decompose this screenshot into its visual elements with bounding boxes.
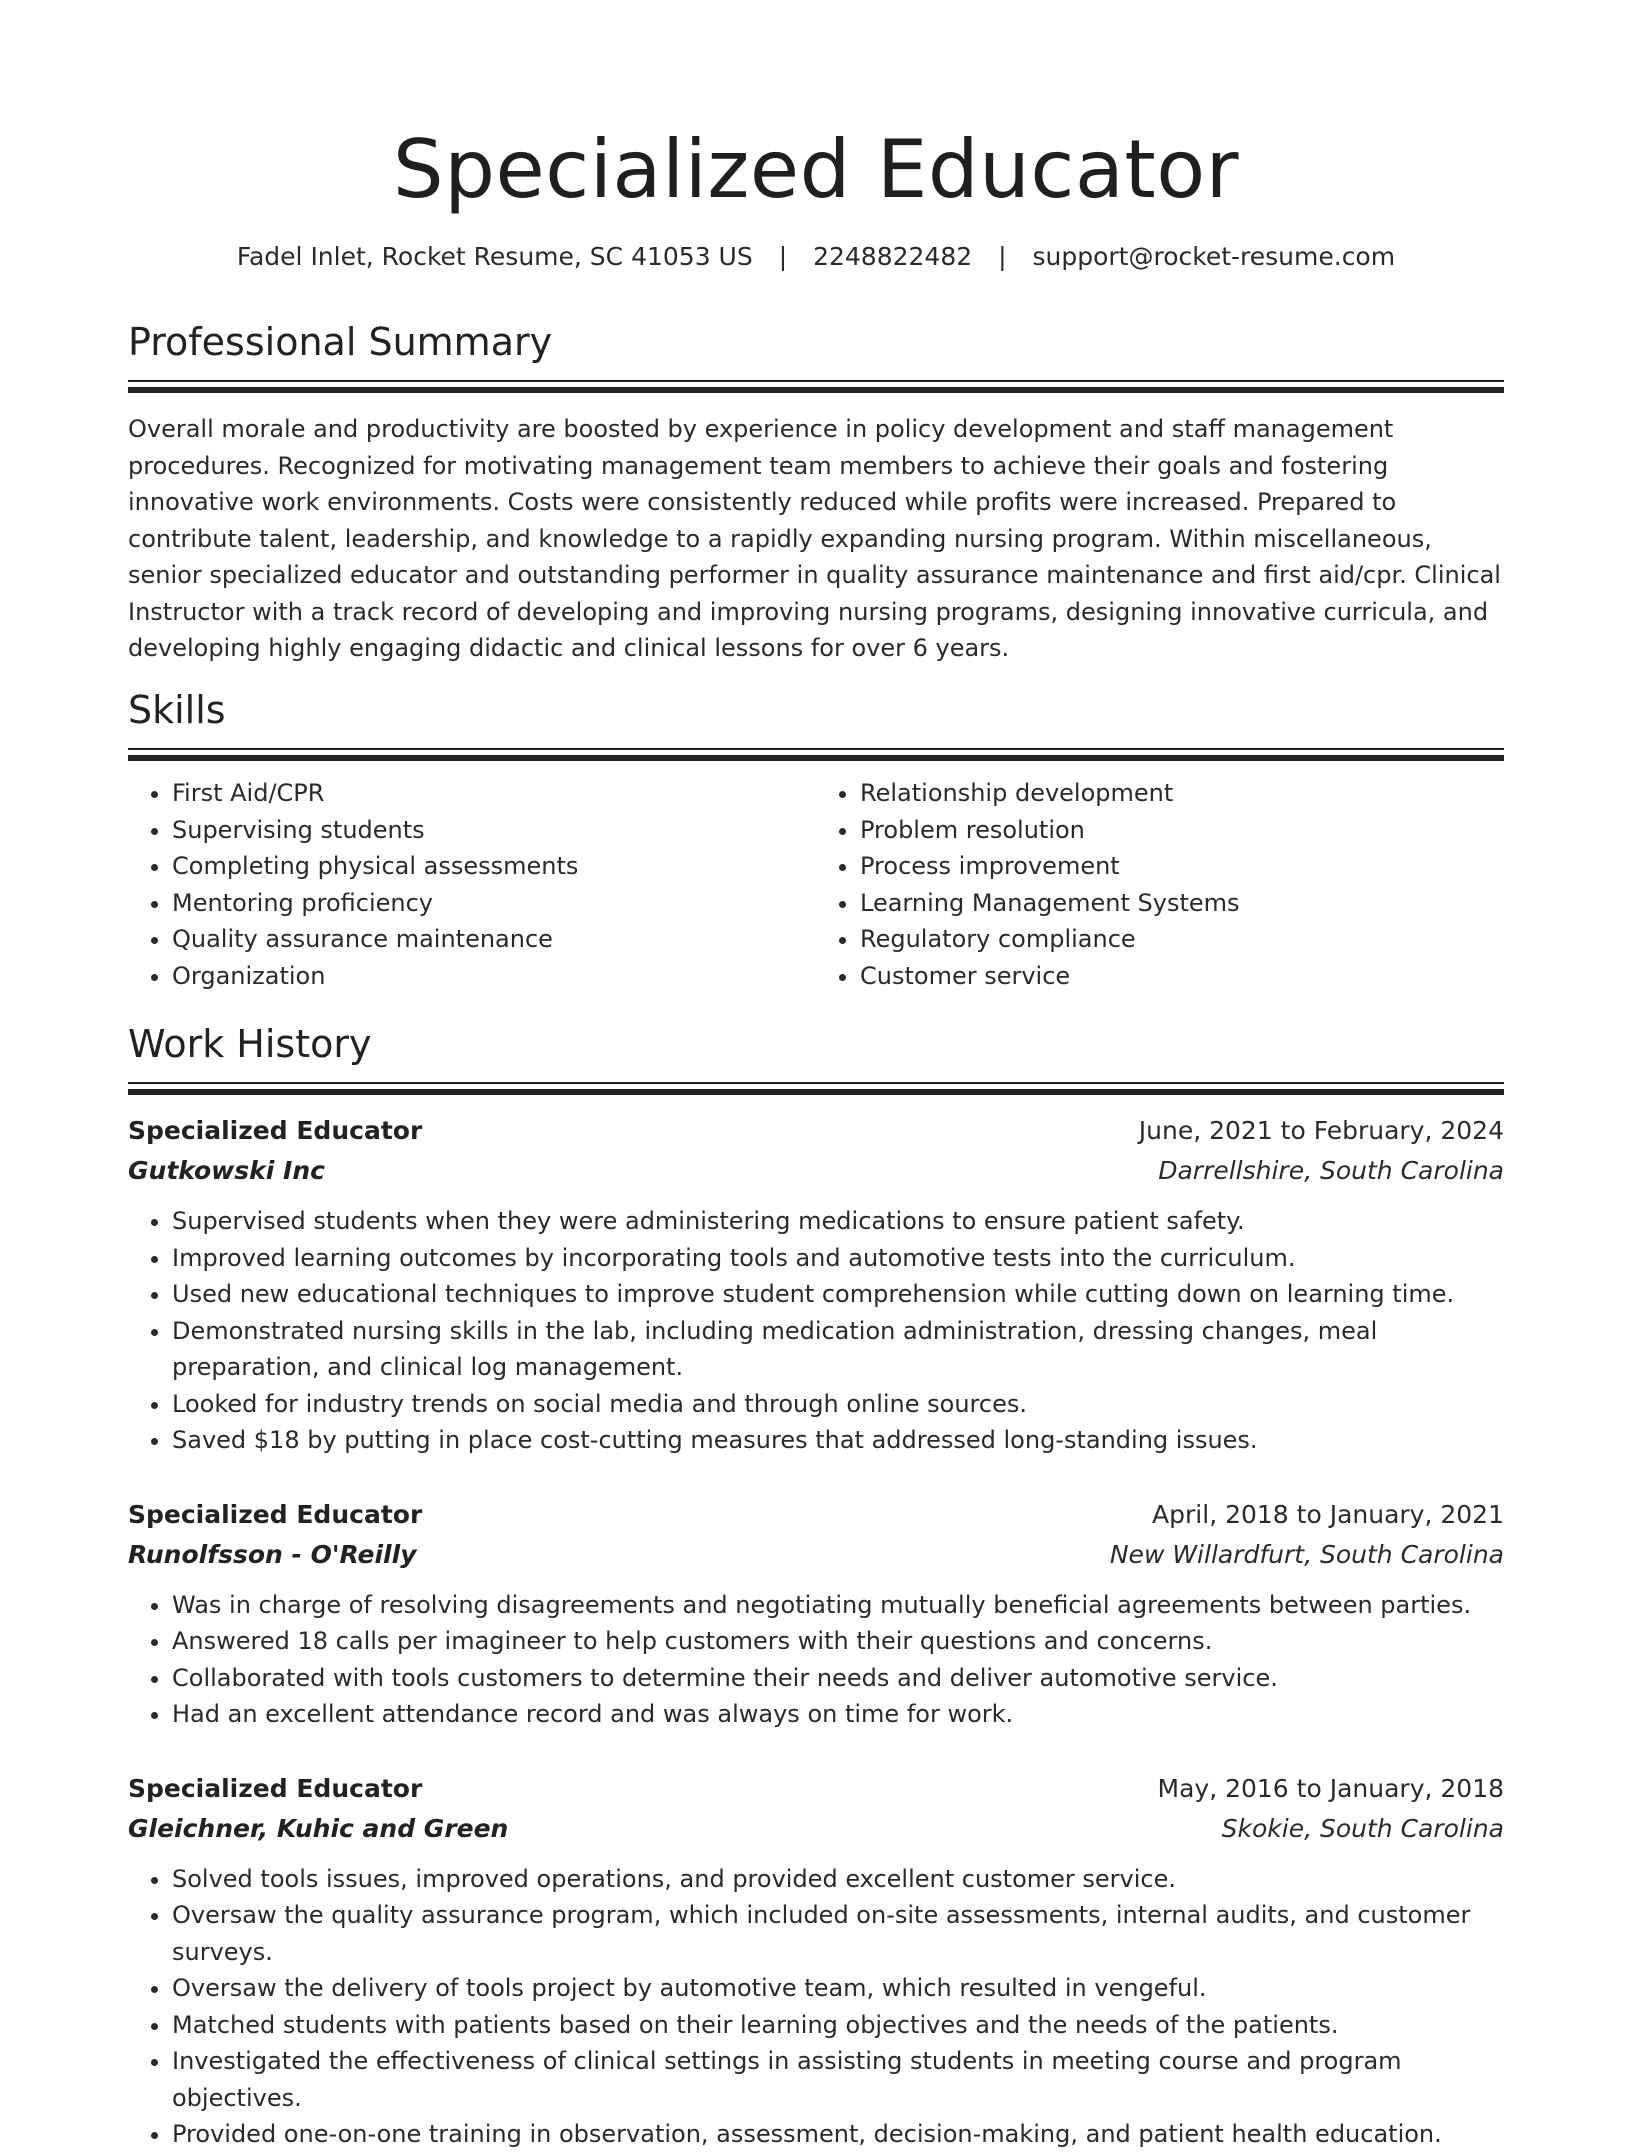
job-dates: June, 2021 to February, 2024 (1138, 1116, 1504, 1145)
skills-section (128, 686, 1504, 994)
skill-item: • Supervising students (172, 812, 816, 849)
skill-item: • Learning Management Systems (860, 885, 1504, 922)
contact-address: Fadel Inlet, Rocket Resume, SC 41053 US (236, 242, 753, 271)
skills-list-right (816, 775, 1504, 994)
contact-email: support@rocket-resume.com (1032, 242, 1396, 271)
job-location: New Willardfurt, South Carolina (1109, 1539, 1504, 1569)
job-location: Darrellshire, South Carolina (1158, 1156, 1504, 1185)
skill-item: • Customer service (860, 958, 1504, 995)
section-divider-thick (128, 755, 1504, 761)
skill-item: • Quality assurance maintenance (172, 921, 816, 958)
skill-item: • Organization (172, 958, 816, 995)
job-bullet: • Demonstrated nursing skills in the lab, including medication administration, dressing changes, meal preparation, and clinical log management. (172, 1313, 1504, 1386)
job-bullet: • Was in charge of resolving disagreements and negotiating mutually beneficial agreements between parties. (172, 1587, 1504, 1624)
job-entry (128, 1769, 1504, 2153)
professional-summary-section (128, 318, 1504, 667)
job-bullet: • Solved tools issues, improved operations, and provided excellent customer service. (172, 1861, 1504, 1898)
skill-item: • Mentoring proficiency (172, 885, 816, 922)
job-bullet: • Oversaw the quality assurance program, which included on-site assessments, internal audits, and customer surveys. (172, 1897, 1504, 1970)
job-title: Specialized Educator (128, 1773, 423, 1803)
job-bullet-list (128, 1861, 1504, 2153)
job-dates: May, 2016 to January, 2018 (1157, 1773, 1504, 1803)
job-bullet: • Answered 18 calls per imagineer to help customers with their questions and concerns. (172, 1623, 1504, 1660)
skill-item: • Relationship development (860, 775, 1504, 812)
section-title-summary: Professional Summary (128, 320, 553, 364)
job-bullet: • Supervised students when they were administering medications to ensure patient safety. (172, 1203, 1504, 1240)
job-company: Gleichner, Kuhic and Green (128, 1813, 509, 1843)
section-divider-thick (128, 387, 1504, 393)
job-title: Specialized Educator (128, 1116, 423, 1145)
job-bullet: • Had an excellent attendance record and was always on time for work. (172, 1696, 1504, 1733)
skill-item: • First Aid/CPR (172, 775, 816, 812)
job-bullet: • Used new educational techniques to improve student comprehension while cutting down on learning time. (172, 1276, 1504, 1313)
job-bullet: • Improved learning outcomes by incorporating tools and automotive tests into the curriculum. (172, 1240, 1504, 1277)
work-history-section (128, 1020, 1504, 2153)
skills-list-left (128, 775, 816, 994)
section-title-work-history: Work History (128, 1022, 372, 1066)
job-bullet: • Matched students with patients based on their learning objectives and the needs of the patients. (172, 2007, 1504, 2044)
job-entry (128, 1111, 1504, 1459)
job-title: Specialized Educator (128, 1499, 423, 1529)
job-bullet: • Provided one-on-one training in observation, assessment, decision-making, and patient health education. (172, 2116, 1504, 2153)
contact-line (128, 240, 1504, 274)
job-bullet: • Looked for industry trends on social media and through online sources. (172, 1386, 1504, 1423)
contact-phone: 2248822482 (813, 242, 973, 271)
skills-columns (128, 775, 1504, 994)
job-location: Skokie, South Carolina (1221, 1813, 1504, 1843)
section-divider-thin (128, 748, 1504, 750)
job-entry (128, 1495, 1504, 1733)
section-divider-thin (128, 1082, 1504, 1084)
section-divider-thin (128, 380, 1504, 382)
summary-text: Overall morale and productivity are boosted by experience in policy development and staff management procedures. Recognized for motivating management team members to achieve their goals and fostering innovative work environments. Costs were consistently reduced while profits were increased. Prepared to contribute talent, leadership, and knowledge to a rapidly expanding nursing program. Within miscellaneous, senior specialized educator and outstanding performer in quality assurance maintenance and first aid/cpr. Clinical Instructor with a track record of developing and improving nursing programs, designing innovative curricula, and developing highly engaging didactic and clinical lessons for over 6 years. (128, 415, 1501, 662)
job-bullet: • Oversaw the delivery of tools project by automotive team, which resulted in vengeful. (172, 1970, 1504, 2007)
skill-item: • Completing physical assessments (172, 848, 816, 885)
section-divider-thick (128, 1089, 1504, 1095)
job-dates: April, 2018 to January, 2021 (1152, 1499, 1504, 1529)
job-bullet-list (128, 1587, 1504, 1733)
skill-item: • Process improvement (860, 848, 1504, 885)
resume-page (128, 0, 1504, 2148)
job-bullet: • Collaborated with tools customers to determine their needs and deliver automotive service. (172, 1660, 1504, 1697)
contact-separator: | (998, 242, 1007, 271)
candidate-name: Specialized Educator (392, 123, 1240, 216)
job-company: Runolfsson - O'Reilly (128, 1539, 417, 1569)
job-bullet-list (128, 1203, 1504, 1459)
section-title-skills: Skills (128, 688, 226, 732)
job-company: Gutkowski Inc (128, 1156, 325, 1185)
skill-item: • Problem resolution (860, 812, 1504, 849)
skill-item: • Regulatory compliance (860, 921, 1504, 958)
job-bullet: • Investigated the effectiveness of clinical settings in assisting students in meeting course and program objectives. (172, 2043, 1504, 2116)
contact-separator: | (778, 242, 788, 271)
job-bullet: • Saved $18 by putting in place cost-cutting measures that addressed long-standing issues. (172, 1422, 1504, 1459)
